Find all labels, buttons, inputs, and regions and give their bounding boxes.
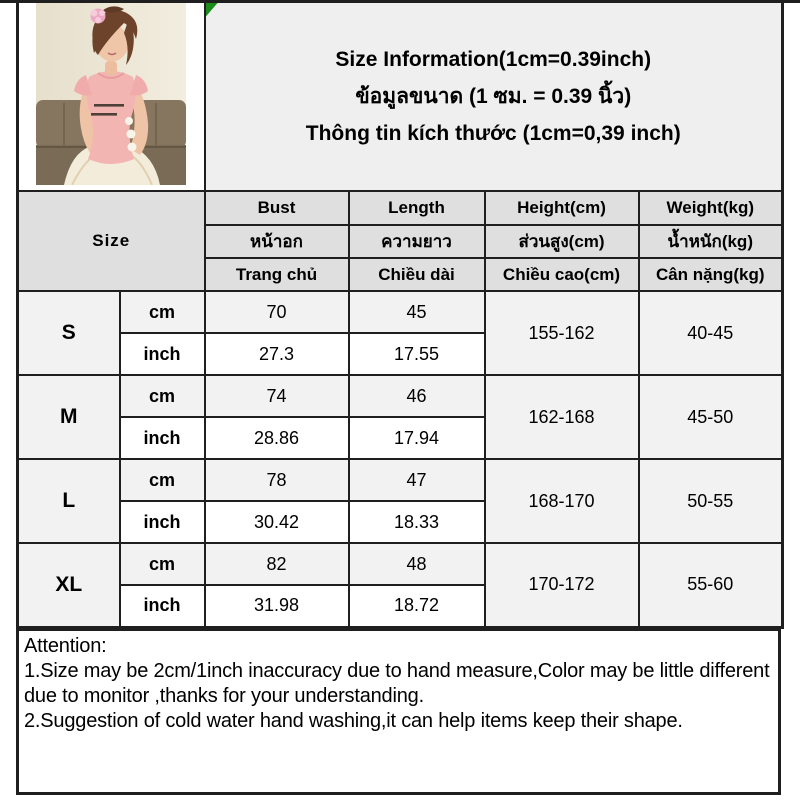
l-bust-inch: 30.42 bbox=[205, 501, 349, 543]
l-length-cm: 47 bbox=[349, 459, 485, 501]
m-length-inch: 17.94 bbox=[349, 417, 485, 459]
unit-label-inch: inch bbox=[120, 417, 205, 459]
xl-height-range: 170-172 bbox=[485, 543, 639, 627]
col-header-bust-en: Bust bbox=[205, 191, 349, 225]
s-height-range: 155-162 bbox=[485, 291, 639, 375]
unit-label-cm: cm bbox=[120, 291, 205, 333]
size-table bbox=[16, 0, 784, 629]
col-header-length-vi: Chiều dài bbox=[349, 258, 485, 291]
title-vi: Thông tin kích thước (1cm=0,39 inch) bbox=[305, 122, 681, 145]
title-en: Size Information(1cm=0.39inch) bbox=[335, 48, 652, 71]
xl-weight-range: 55-60 bbox=[639, 543, 783, 627]
l-length-inch: 18.33 bbox=[349, 501, 485, 543]
col-header-height-en: Height(cm) bbox=[485, 191, 639, 225]
m-bust-cm: 74 bbox=[205, 375, 349, 417]
size-label-s: S bbox=[18, 291, 120, 375]
size-label-m: M bbox=[18, 375, 120, 459]
unit-label-inch: inch bbox=[120, 501, 205, 543]
col-header-weight-vi: Cân nặng(kg) bbox=[639, 258, 783, 291]
m-height-range: 162-168 bbox=[485, 375, 639, 459]
size-column-header: Size bbox=[18, 191, 205, 291]
m-bust-inch: 28.86 bbox=[205, 417, 349, 459]
title-th: ข้อมูลขนาด (1 ซม. = 0.39 นิ้ว) bbox=[355, 85, 632, 108]
l-bust-cm: 78 bbox=[205, 459, 349, 501]
col-header-height-th: ส่วนสูง(cm) bbox=[485, 225, 639, 258]
col-header-length-en: Length bbox=[349, 191, 485, 225]
m-weight-range: 45-50 bbox=[639, 375, 783, 459]
s-bust-inch: 27.3 bbox=[205, 333, 349, 375]
s-length-cm: 45 bbox=[349, 291, 485, 333]
xl-length-inch: 18.72 bbox=[349, 585, 485, 627]
l-weight-range: 50-55 bbox=[639, 459, 783, 543]
attention-heading: Attention: bbox=[24, 635, 107, 657]
s-length-inch: 17.55 bbox=[349, 333, 485, 375]
size-label-xl: XL bbox=[18, 543, 120, 627]
col-header-bust-vi: Trang chủ bbox=[205, 258, 349, 291]
s-weight-range: 40-45 bbox=[639, 291, 783, 375]
attention-item-1: 1.Size may be 2cm/1inch inaccuracy due to hand measure,Color may be little different due to monitor ,thanks for your understanding. bbox=[24, 660, 770, 707]
unit-label-cm: cm bbox=[120, 375, 205, 417]
attention-item-2: 2.Suggestion of cold water hand washing,it can help items keep their shape. bbox=[24, 710, 683, 732]
m-length-cm: 46 bbox=[349, 375, 485, 417]
product-photo bbox=[36, 3, 186, 185]
unit-label-cm: cm bbox=[120, 459, 205, 501]
unit-label-inch: inch bbox=[120, 333, 205, 375]
unit-label-cm: cm bbox=[120, 543, 205, 585]
attention-box bbox=[16, 628, 781, 795]
col-header-height-vi: Chiều cao(cm) bbox=[485, 258, 639, 291]
l-height-range: 168-170 bbox=[485, 459, 639, 543]
product-photo-cell bbox=[18, 2, 205, 192]
size-label-l: L bbox=[18, 459, 120, 543]
col-header-weight-th: น้ำหนัก(kg) bbox=[639, 225, 783, 258]
title-cell bbox=[205, 2, 783, 192]
xl-bust-inch: 31.98 bbox=[205, 585, 349, 627]
xl-length-cm: 48 bbox=[349, 543, 485, 585]
col-header-bust-th: หน้าอก bbox=[205, 225, 349, 258]
col-header-length-th: ความยาว bbox=[349, 225, 485, 258]
green-corner-marker-icon bbox=[206, 3, 218, 17]
col-header-weight-en: Weight(kg) bbox=[639, 191, 783, 225]
xl-bust-cm: 82 bbox=[205, 543, 349, 585]
s-bust-cm: 70 bbox=[205, 291, 349, 333]
unit-label-inch: inch bbox=[120, 585, 205, 627]
